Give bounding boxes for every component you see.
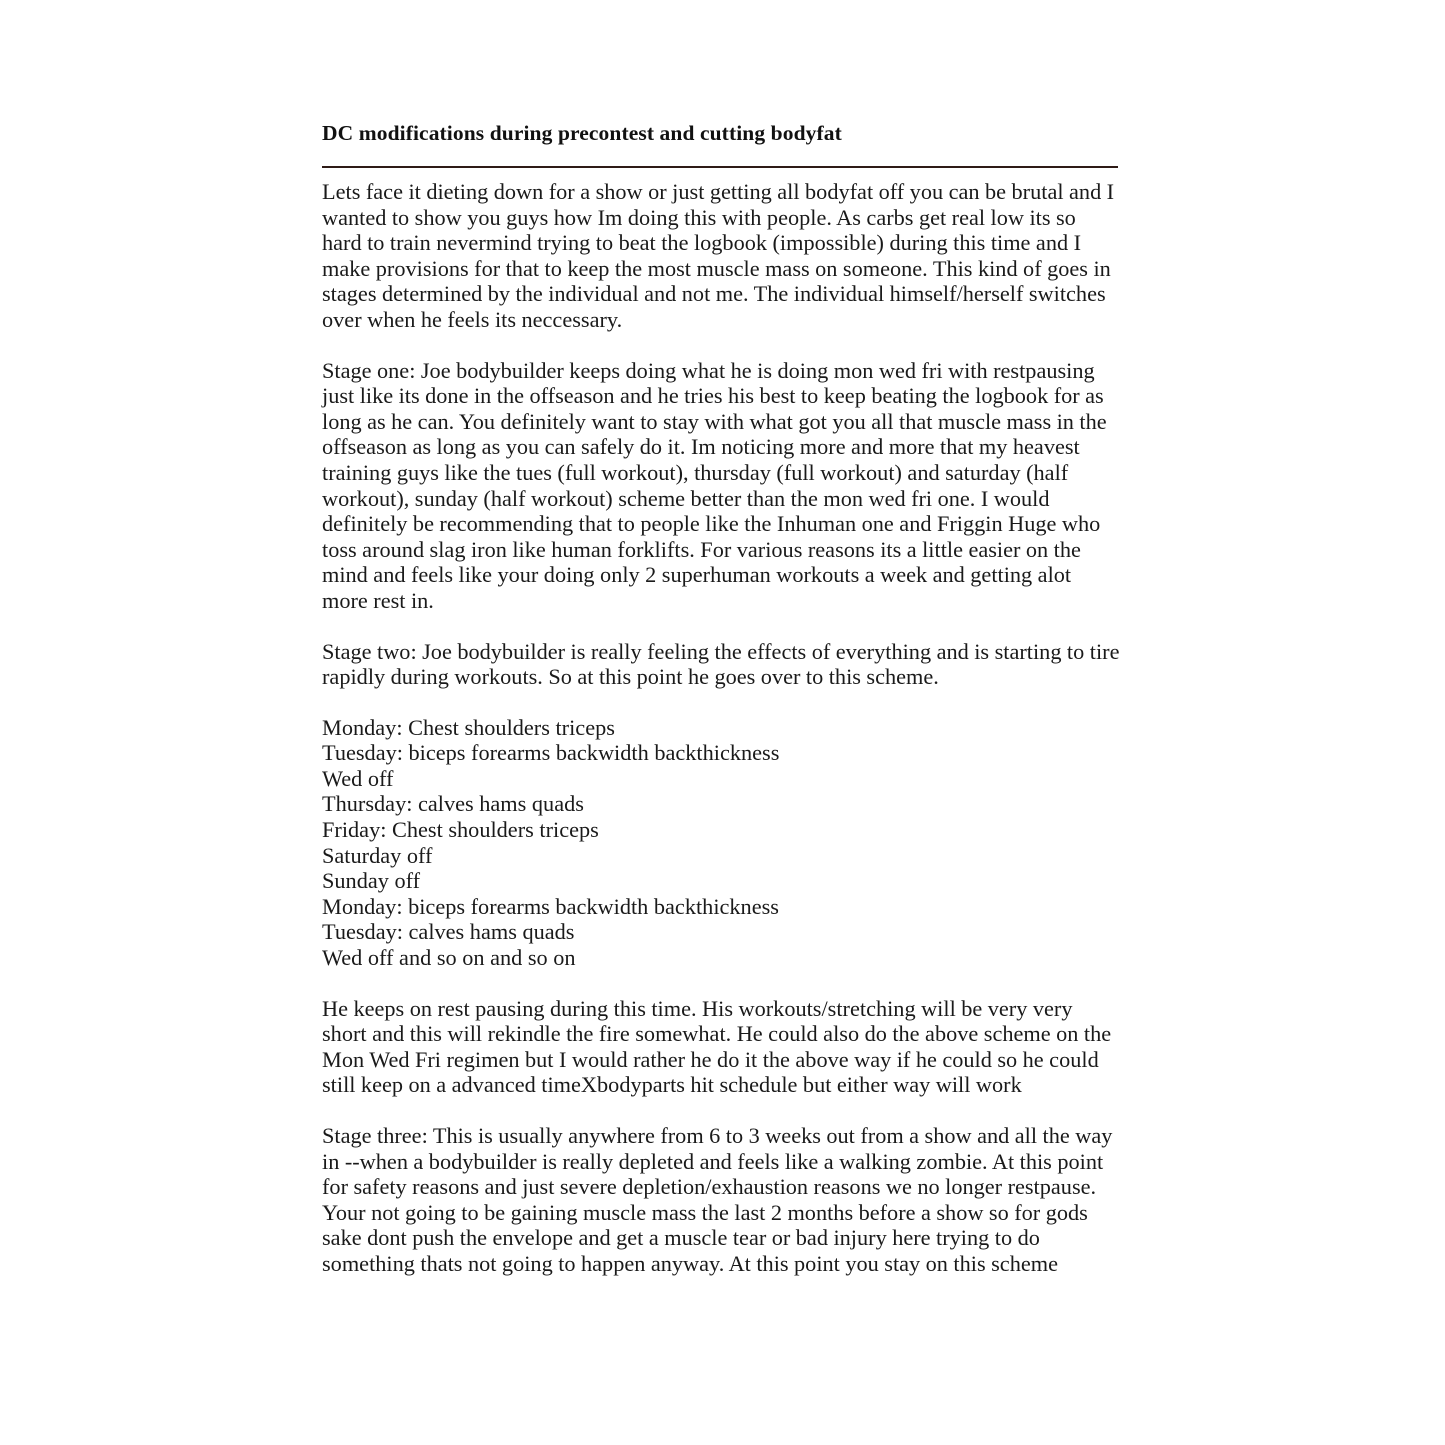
paragraph-intro: Lets face it dieting down for a show or just getting all bodyfat off you can be brutal and I wanted to show you guys how Im doing this with people. As carbs get real low its so hard to train nevermind trying to beat the logbook (impossible) during this time and I make provisions for that to keep the most muscle mass on someone. This kind of goes in stages determined by the individual and not me. The individual himself/herself switches over when he feels its neccessary.	[322, 179, 1115, 332]
weekly-schedule-list	[322, 715, 1120, 971]
list-item: Tuesday: biceps forearms backwidth backthickness	[322, 740, 780, 766]
list-item: Friday: Chest shoulders triceps	[322, 817, 599, 843]
list-item: Monday: Chest shoulders triceps	[322, 714, 615, 740]
page-title: DC modifications during precontest and cutting bodyfat	[322, 121, 842, 145]
paragraph-stage-one: Stage one: Joe bodybuilder keeps doing what he is doing mon wed fri with restpausing just like its done in the offseason and he tries his best to keep beating the logbook for as long as he can. You definitely want to stay with what got you all that muscle mass in the offseason as long as you can safely do it. Im noticing more and more that my heavest training guys like the tues (full workout), thursday (full workout) and saturday (half workout), sunday (half workout) scheme better than the mon wed fri one. I would definitely be recommending that to people like the Inhuman one and Friggin Huge who toss around slag iron like human forklifts. For various reasons its a little easier on the mind and feels like your doing only 2 superhuman workouts a week and getting alot more rest in.	[322, 357, 1107, 613]
paragraph-stage-two: Stage two: Joe bodybuilder is really feeling the effects of everything and is starting to tire rapidly during workouts. So at this point he goes over to this scheme.	[322, 638, 1120, 690]
document-content	[322, 120, 1120, 1277]
list-item: Tuesday: calves hams quads	[322, 919, 575, 945]
title-divider	[322, 166, 1118, 168]
paragraph-stage-three: Stage three: This is usually anywhere from 6 to 3 weeks out from a show and all the way in --when a bodybuilder is really depleted and feels like a walking zombie. At this point for safety reasons and just severe depletion/exhaustion reasons we no longer restpause. Your not going to be gaining muscle mass the last 2 months before a show so for gods sake dont push the envelope and get a muscle tear or bad injury here trying to do something thats not going to happen anyway. At this point you stay on this scheme	[322, 1123, 1113, 1276]
list-item: Thursday: calves hams quads	[322, 791, 584, 817]
list-item: Sunday off	[322, 868, 421, 894]
list-item: Monday: biceps forearms backwidth backthickness	[322, 893, 779, 919]
list-item: Saturday off	[322, 842, 433, 868]
paragraph-after-schedule: He keeps on rest pausing during this time. His workouts/stretching will be very very short and this will rekindle the fire somewhat. He could also do the above scheme on the Mon Wed Fri regimen but I would rather he do it the above way if he could so he could still keep on a advanced timeXbodyparts hit schedule but either way will work	[322, 995, 1112, 1098]
list-item: Wed off and so on and so on	[322, 945, 576, 971]
document-body	[322, 179, 1120, 1277]
list-item: Wed off	[322, 765, 394, 791]
